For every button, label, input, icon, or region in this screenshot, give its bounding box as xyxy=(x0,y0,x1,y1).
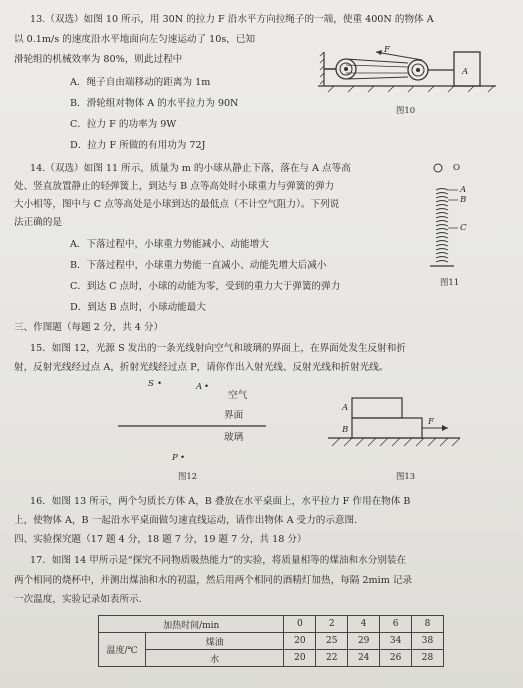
q14-line-3: 大小相等，图中与 C 点等高处是小球到达的最低点（不计空气阻力）。下列说 xyxy=(14,199,340,210)
figure-12-label-glass: 玻璃 xyxy=(224,432,244,443)
figure-11-label-b: B xyxy=(460,195,467,205)
table-cell: 38 xyxy=(412,633,444,650)
figure-11-label-c: C xyxy=(460,223,467,233)
q14-line-2: 处、竖直放置静止的轻弹簧上，到达与 B 点等高处时小球重力与弹簧的弹力 xyxy=(14,181,335,192)
figure-12-point-s: • xyxy=(157,379,163,389)
q14-line-4: 法正确的是 xyxy=(14,217,62,228)
figure-12-label-air: 空气 xyxy=(228,390,248,401)
q17-data-table xyxy=(98,615,444,667)
table-cell: 4 xyxy=(348,616,380,633)
figure-13-label-f: F xyxy=(428,417,434,427)
q14-option-a: A．下落过程中，小球重力势能减小、动能增大 xyxy=(70,239,269,250)
table-row-name: 水 xyxy=(146,650,284,667)
figure-13-caption: 图13 xyxy=(396,471,416,481)
figure-11-spring-diagram xyxy=(430,160,490,280)
table-cell: 28 xyxy=(412,650,444,667)
table-cell: 6 xyxy=(380,616,412,633)
table-row xyxy=(99,650,444,667)
table-header-label: 加热时间/min xyxy=(99,616,284,633)
table-temp-label: 温度/℃ xyxy=(99,633,146,667)
figure-13-label-a: A xyxy=(342,403,349,413)
figure-12-label-s: S xyxy=(148,379,154,389)
q13-line-3: 滑轮组的机械效率为 80%，则此过程中 xyxy=(14,54,183,65)
q14-option-b: B．下落过程中，小球重力势能一直减小、动能先增大后减小 xyxy=(70,260,327,271)
table-cell: 0 xyxy=(284,616,316,633)
q13-line-2: 以 0.1m/s 的速度沿水平地面向左匀速运动了 10s，已知 xyxy=(14,34,256,45)
figure-12-point-a: • xyxy=(204,382,210,392)
q17-line-3: 一次温度，实验记录如表所示. xyxy=(14,594,142,605)
table-cell: 24 xyxy=(348,650,380,667)
q16-line-1: 16．如图 13 所示，两个匀质长方体 A，B 叠放在水平桌面上，水平拉力 F 作用在物体 B xyxy=(30,496,411,507)
figure-12-interface-line xyxy=(118,424,268,428)
section-4-title: 四、实验探究题（17 题 4 分，18 题 7 分，19 题 7 分，共 18 分） xyxy=(14,534,307,545)
q16-line-2: 上，使物体 A，B 一起沿水平桌面做匀速直线运动，请作出物体 A 受力的示意图. xyxy=(14,515,358,526)
table-cell: 2 xyxy=(316,616,348,633)
figure-12-label-p: P xyxy=(172,453,178,463)
figure-11-label-a: A xyxy=(460,185,467,195)
q15-line-1: 15．如图 12，光源 S 发出的一条光线射向空气和玻璃的界面上，在界面处发生反射和折 xyxy=(30,343,406,354)
figure-11-label-o: O xyxy=(453,163,461,173)
figure-12-point-p: • xyxy=(180,453,186,463)
table-cell: 34 xyxy=(380,633,412,650)
figure-10-label-f: F xyxy=(384,45,390,55)
section-3-title: 三、作图题（每题 2 分，共 4 分） xyxy=(14,322,164,333)
figure-12-label-interface: 界面 xyxy=(224,410,244,421)
q15-line-2: 射，反射光线经过点 A，折射光线经过点 P，请你作出入射光线、反射光线和折射光线。 xyxy=(14,362,389,373)
q13-option-d: D．拉力 F 所做的有用功为 72J xyxy=(70,140,206,151)
figure-12-caption: 图12 xyxy=(178,471,198,481)
table-cell: 20 xyxy=(284,650,316,667)
figure-10-pulley-diagram xyxy=(318,46,498,104)
q14-option-d: D．到达 B 点时，小球动能最大 xyxy=(70,302,206,313)
table-row xyxy=(99,633,444,650)
table-cell: 22 xyxy=(316,650,348,667)
q13-option-b: B．滑轮组对物体 A 的水平拉力为 90N xyxy=(70,98,239,109)
q13-option-a: A．绳子自由端移动的距离为 1m xyxy=(70,77,211,88)
table-cell: 8 xyxy=(412,616,444,633)
figure-13-label-b: B xyxy=(342,425,349,435)
q13-option-c: C．拉力 F 的功率为 9W xyxy=(70,119,177,130)
table-cell: 25 xyxy=(316,633,348,650)
table-cell: 29 xyxy=(348,633,380,650)
figure-12-label-a: A xyxy=(196,382,203,392)
figure-10-caption: 图10 xyxy=(396,105,416,115)
figure-11-caption: 图11 xyxy=(440,277,460,287)
q17-line-2: 两个相同的烧杯中，并测出煤油和水的初温，然后用两个相同的酒精灯加热，每隔 2mim 记录 xyxy=(14,575,413,586)
q13-line-1: 13.（双选）如图 10 所示，用 30N 的拉力 F 沿水平方向拉绳子的一端，使重 400N 的物体 A xyxy=(30,14,434,25)
q17-line-1: 17．如图 14 甲所示是“探究不同物质吸热能力”的实验，将质量相等的煤油和水分别装在 xyxy=(30,555,407,566)
figure-13-blocks-diagram xyxy=(328,392,468,452)
table-cell: 20 xyxy=(284,633,316,650)
table-header-row xyxy=(99,616,444,633)
q14-line-1: 14.（双选）如图 11 所示，质量为 m 的小球从静止下落，落在与 A 点等高 xyxy=(30,163,351,174)
q14-option-c: C．到达 C 点时，小球的动能为零，受到的重力大于弹簧的弹力 xyxy=(70,281,341,292)
table-cell: 26 xyxy=(380,650,412,667)
figure-10-label-a: A xyxy=(462,67,469,77)
table-row-name: 煤油 xyxy=(146,633,284,650)
